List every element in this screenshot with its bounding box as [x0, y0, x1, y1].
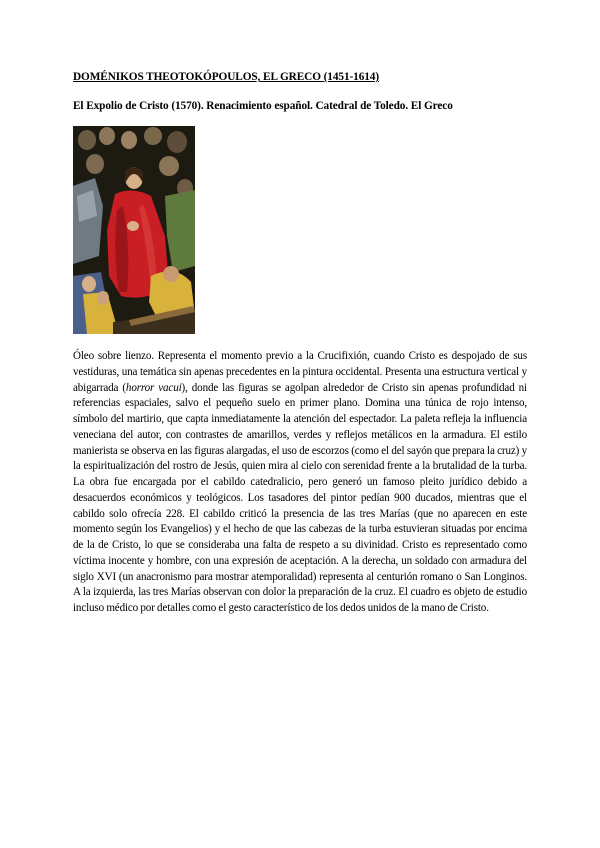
- body-paragraph: [73, 349, 527, 617]
- crowd-head: [167, 131, 187, 153]
- document-heading: DOMÉNIKOS THEOTOKÓPOULOS, EL GRECO (1451-1614): [73, 71, 380, 83]
- christ-hand: [127, 221, 139, 231]
- armor-soldier: [73, 178, 103, 264]
- painting-el-expolio-icon: [73, 126, 195, 334]
- crowd-head: [99, 127, 115, 145]
- crowd-head: [144, 127, 162, 145]
- crowd-head: [121, 131, 137, 149]
- document-subheading: El Expolio de Cristo (1570). Renacimiento español. Catedral de Toledo. El Greco: [73, 100, 453, 112]
- crowd-head: [159, 156, 179, 176]
- crowd-head: [86, 154, 104, 174]
- body-text-part2: ), donde las figuras se agolpan alrededor de Cristo sin apenas profundidad ni referencias espaciales, salvo el pequeño suelo en primer plano. Domina una túnica de rojo intenso, símbolo del martirio, que capta inmediatamente la atención del espectador. La paleta refleja la influencia veneciana del autor, con contrastes de amarillos, verdes y reflejos metálicos en la armadura. El estilo manierista se observa en las figuras alargadas, el uso de escorzos (como el del sayón que prepara la cruz) y la espiritualización del rostro de Jesús, quien mira al cielo con serenidad frente a la brutalidad de la turba. La obra fue encargada por el cabildo catedralicio, pero generó un famoso pleito jurídico debido a desacuerdos económicos y teológicos. Los tasadores del pintor pedían 900 ducados, mientras que el cabildo solo ofrecía 228. El cabildo criticó la presencia de las tres Marías (que no aparecen en este momento según los Evangelios) y el hecho de que las cabezas de la turba estuvieran situadas por encima de la de Cristo, lo que se consideraba una falta de respeto a su divinidad. Cristo es representado como víctima inocente y hombre, con una expresión de aceptación. A la derecha, un soldado con armadura del siglo XVI (un anacronismo para mostrar atemporalidad) representa al centurión romano o San Longinos. A la izquierda, las tres Marías observan con dolor la preparación de la cruz. El cuadro es objeto de estudio incluso médico por detalles como el gesto característico de los dedos unidos de la mano de Cristo.: [73, 381, 527, 614]
- body-text-italic: horror vacui: [125, 381, 182, 394]
- painting-image: [73, 126, 195, 334]
- mary-head: [82, 276, 96, 292]
- body-text-part1: Óleo sobre lienzo. Representa el momento previo a la Crucifixión, cuando Cristo es despojado de sus vestiduras, una temática sin apenas precedentes en la pintura occidental. Presenta una estructura vertical y abigarrada (: [73, 350, 527, 394]
- mary-head: [97, 291, 109, 305]
- yellow-figure-head: [163, 266, 179, 282]
- crowd-head: [78, 130, 96, 150]
